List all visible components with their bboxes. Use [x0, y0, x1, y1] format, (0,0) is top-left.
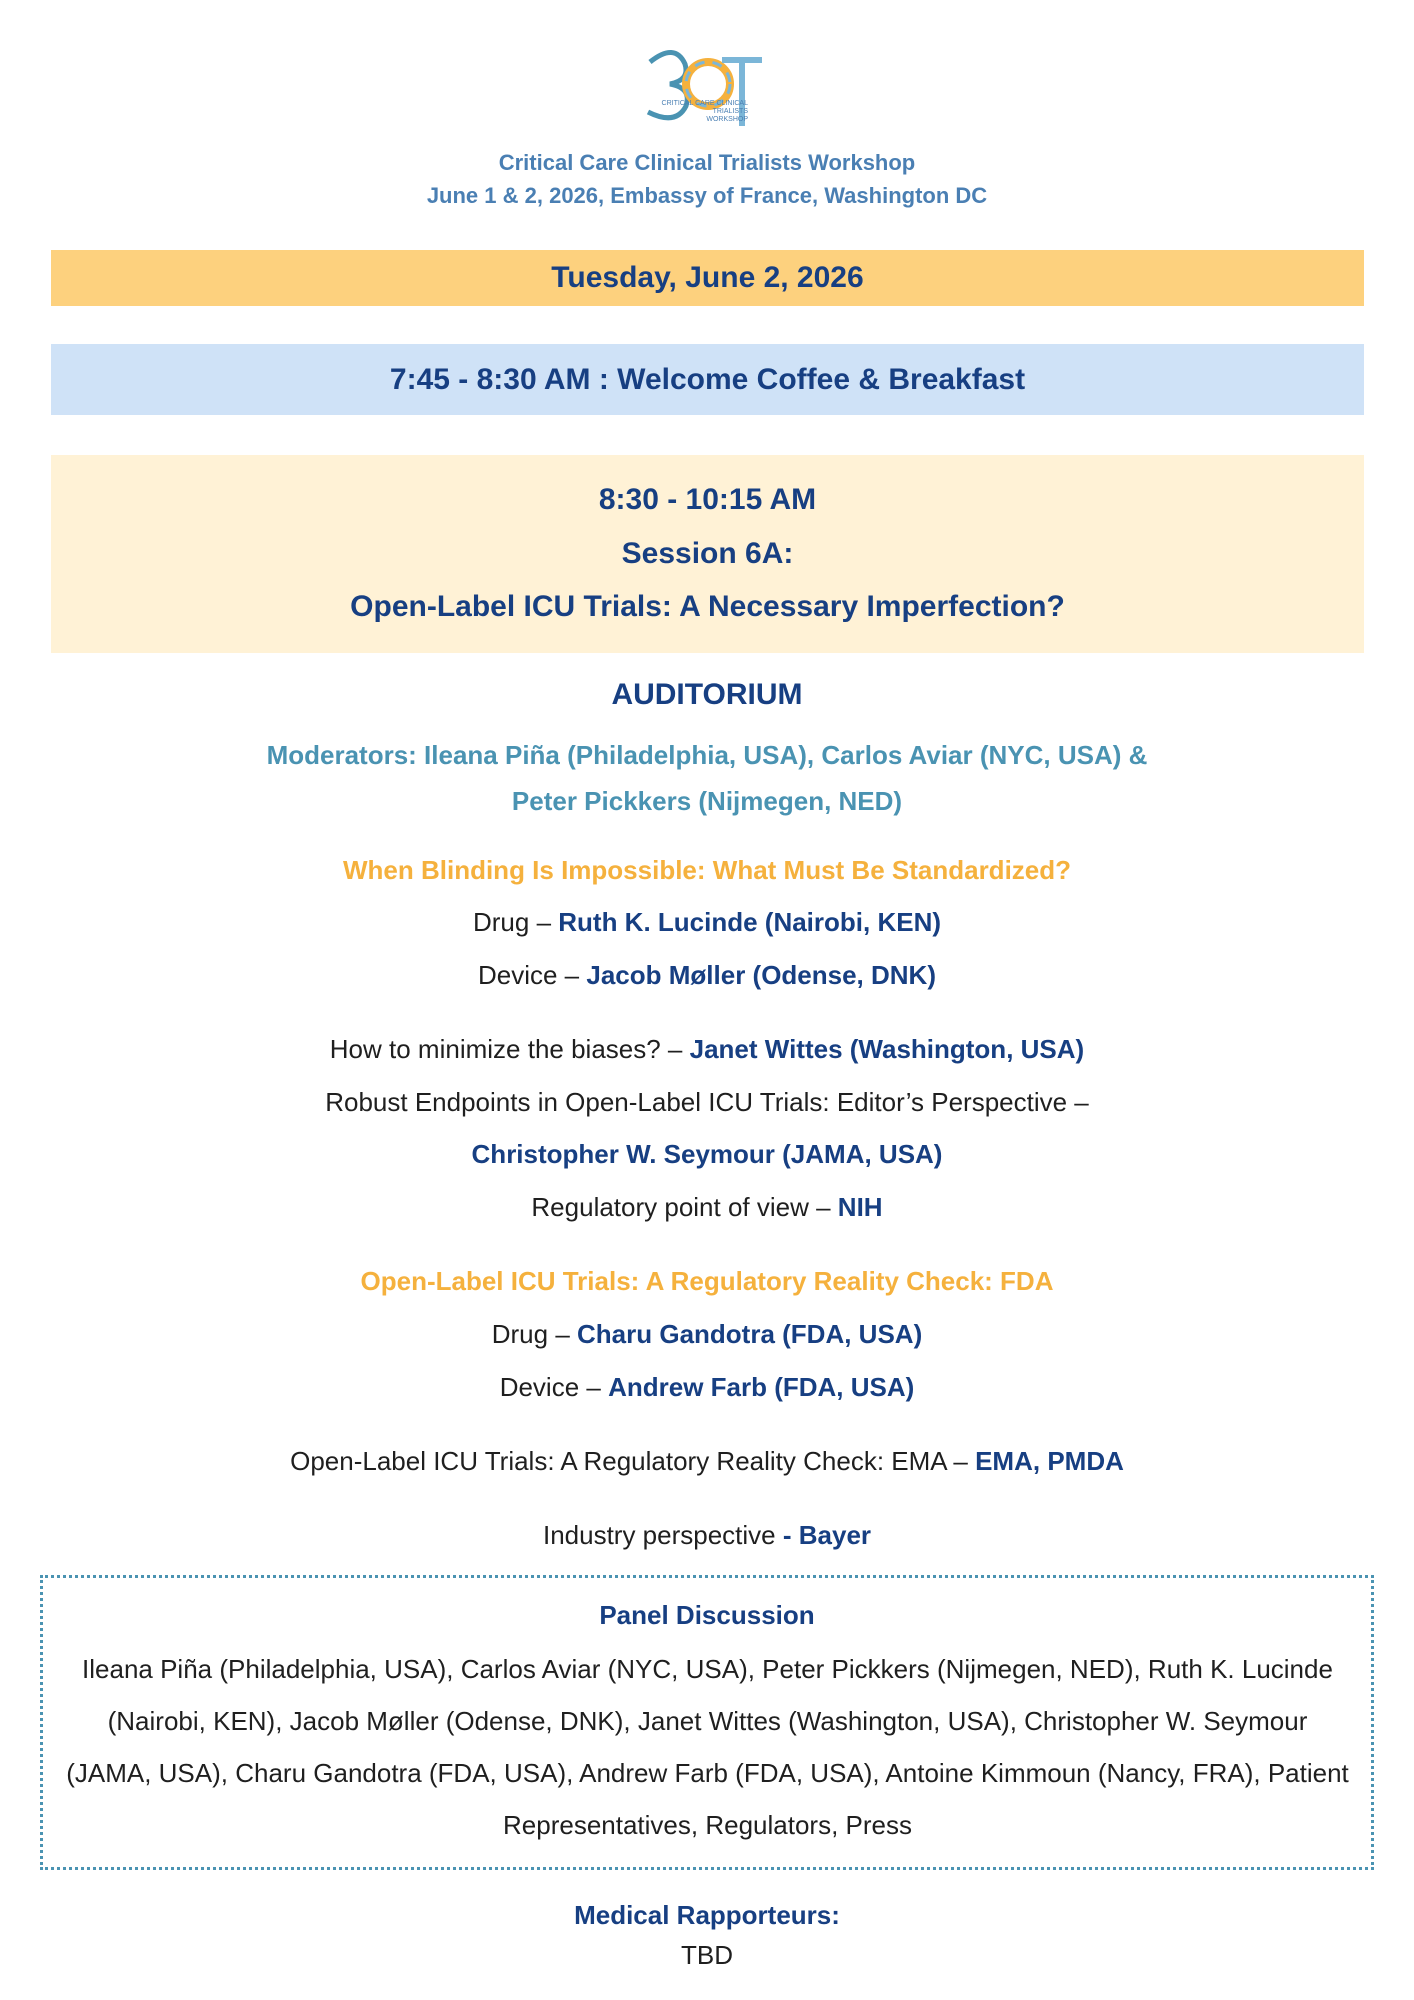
- logo-caption: [638, 100, 748, 124]
- talk-label: Regulatory point of view –: [531, 1192, 838, 1222]
- talk-ema: [0, 1446, 1414, 1477]
- panel-discussion-title: Panel Discussion: [599, 1600, 815, 1630]
- workshop-logo: [630, 42, 780, 132]
- speaker-name: - Bayer: [782, 1520, 872, 1550]
- session-title: Open-Label ICU Trials: A Necessary Imperfection?: [350, 590, 1065, 623]
- panel-discussion-box: [40, 1575, 1374, 1870]
- speaker-name: Andrew Farb (FDA, USA): [608, 1372, 915, 1402]
- talk-fda-device: [0, 1372, 1414, 1403]
- moderators-line-1: Moderators: Ileana Piña (Philadelphia, USA), Carlos Aviar (NYC, USA) &: [266, 740, 1148, 770]
- logo-caption-line: CRITICAL CARE CLINICAL: [661, 100, 748, 107]
- speaker-name: Ruth K. Lucinde (Nairobi, KEN): [558, 907, 942, 937]
- rapporteurs-value: TBD: [681, 1940, 733, 1970]
- workshop-date-venue: June 1 & 2, 2026, Embassy of France, Washington DC: [426, 183, 988, 208]
- talk-device: [0, 960, 1414, 991]
- speaker-name: EMA, PMDA: [975, 1446, 1124, 1476]
- talk-label: How to minimize the biases? –: [329, 1034, 690, 1064]
- logo-caption-line: WORKSHOP: [706, 116, 748, 123]
- topic-heading-fda: Open-Label ICU Trials: A Regulatory Reality Check: FDA: [360, 1266, 1054, 1296]
- moderators-line-2: Peter Pickkers (Nijmegen, NED): [511, 786, 903, 816]
- talk-label: Device –: [499, 1372, 609, 1402]
- date-banner: [51, 250, 1364, 306]
- talk-label: Drug –: [491, 1319, 578, 1349]
- talk-industry: [0, 1520, 1414, 1551]
- speaker-name: NIH: [837, 1192, 883, 1222]
- talk-regulatory: [0, 1192, 1414, 1223]
- talk-label: Device –: [477, 960, 587, 990]
- panel-discussion-participants: Ileana Piña (Philadelphia, USA), Carlos Aviar (NYC, USA), Peter Pickkers (Nijmegen, NED), Ruth K. Lucinde (Nairobi, KEN), Jacob Møller (Odense, DNK), Janet Wittes (Washington, USA), Christopher W. Seymour (JAMA, USA), Charu Gandotra (FDA, USA), Andrew Farb (FDA, USA), Antoine Kimmoun (Nancy, FRA), Patient Representatives, Regulators, Press: [66, 1654, 1349, 1840]
- speaker-name: Janet Wittes (Washington, USA): [689, 1034, 1085, 1064]
- logo-caption-line: TRIALISTS: [712, 108, 748, 115]
- rapporteurs-label: Medical Rapporteurs:: [574, 1900, 840, 1930]
- talk-endpoints-speaker: Christopher W. Seymour (JAMA, USA): [471, 1139, 943, 1169]
- coffee-banner: [51, 344, 1364, 415]
- coffee-banner-text: 7:45 - 8:30 AM : Welcome Coffee & Breakfast: [389, 363, 1026, 396]
- talk-drug: [0, 907, 1414, 938]
- talk-label: Drug –: [472, 907, 559, 937]
- talk-fda-drug: [0, 1319, 1414, 1350]
- talk-biases: [0, 1034, 1414, 1065]
- session-location: AUDITORIUM: [611, 678, 803, 711]
- session-banner: [51, 455, 1364, 653]
- speaker-name: Jacob Møller (Odense, DNK): [586, 960, 936, 990]
- topic-heading-blinding: When Blinding Is Impossible: What Must Be Standardized?: [342, 855, 1072, 885]
- session-number: Session 6A:: [621, 537, 794, 570]
- talk-label: Open-Label ICU Trials: A Regulatory Reality Check: EMA –: [290, 1446, 976, 1476]
- speaker-name: Charu Gandotra (FDA, USA): [577, 1319, 923, 1349]
- workshop-title: Critical Care Clinical Trialists Workshop: [498, 150, 916, 175]
- talk-label: Industry perspective: [542, 1520, 783, 1550]
- session-time: 8:30 - 10:15 AM: [598, 483, 817, 516]
- talk-endpoints-label: Robust Endpoints in Open-Label ICU Trials: Editor’s Perspective –: [325, 1087, 1089, 1117]
- date-banner-text: Tuesday, June 2, 2026: [551, 261, 864, 294]
